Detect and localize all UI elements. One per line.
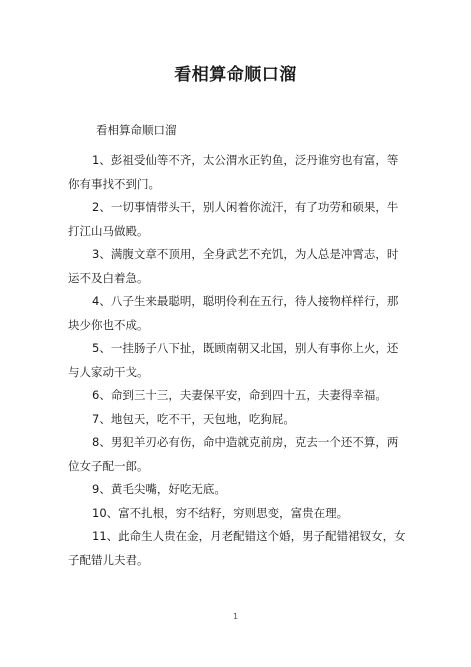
page-title: 看相算命顺口溜 [174, 65, 297, 85]
verse-item: 8、男犯羊刃必有伤，命中造就克前房，克去一个还不算，两位女子配一郎。 [68, 435, 399, 473]
verse-item: 3、满腹文章不顶用，全身武艺不充饥，为人总是冲霄志，时运不及白着急。 [68, 247, 399, 285]
verse-item: 10、富不扎根，穷不结籽，穷则思变，富贵在理。 [92, 505, 349, 520]
subtitle: 看相算命顺口溜 [96, 123, 177, 137]
verse-item: 6、命到三十三，夫妻保平安，命到四十五，夫妻得幸福。 [92, 388, 387, 402]
verse-item: 11、此命生人贵在金，月老配错这个婚，男子配错裙钗女，女子配错儿夫君。 [68, 529, 406, 567]
verse-item: 2、一切事情带头干，别人闲着你流汗，有了功劳和硕果，牛打江山马做殿。 [68, 200, 399, 238]
verse-list [68, 149, 408, 572]
verse-item: 4、八子生来最聪明，聪明伶利在五行，待人接物样样行，那块少你也不成。 [68, 294, 399, 332]
verse-item: 5、一挂肠子八下扯，既顾南朝又北国，别人有事你上火，还与人家动干戈。 [68, 341, 399, 379]
page-number: 1 [232, 612, 239, 621]
verse-item: 1、彭祖受仙等不齐，太公渭水正钓鱼，泛丹谁穷也有富，等你有事找不到门。 [68, 153, 399, 191]
verse-item: 7、地包天，吃不干，天包地，吃狗屁。 [92, 411, 295, 426]
verse-item: 9、黄毛尖嘴，好吃无底。 [92, 482, 226, 496]
